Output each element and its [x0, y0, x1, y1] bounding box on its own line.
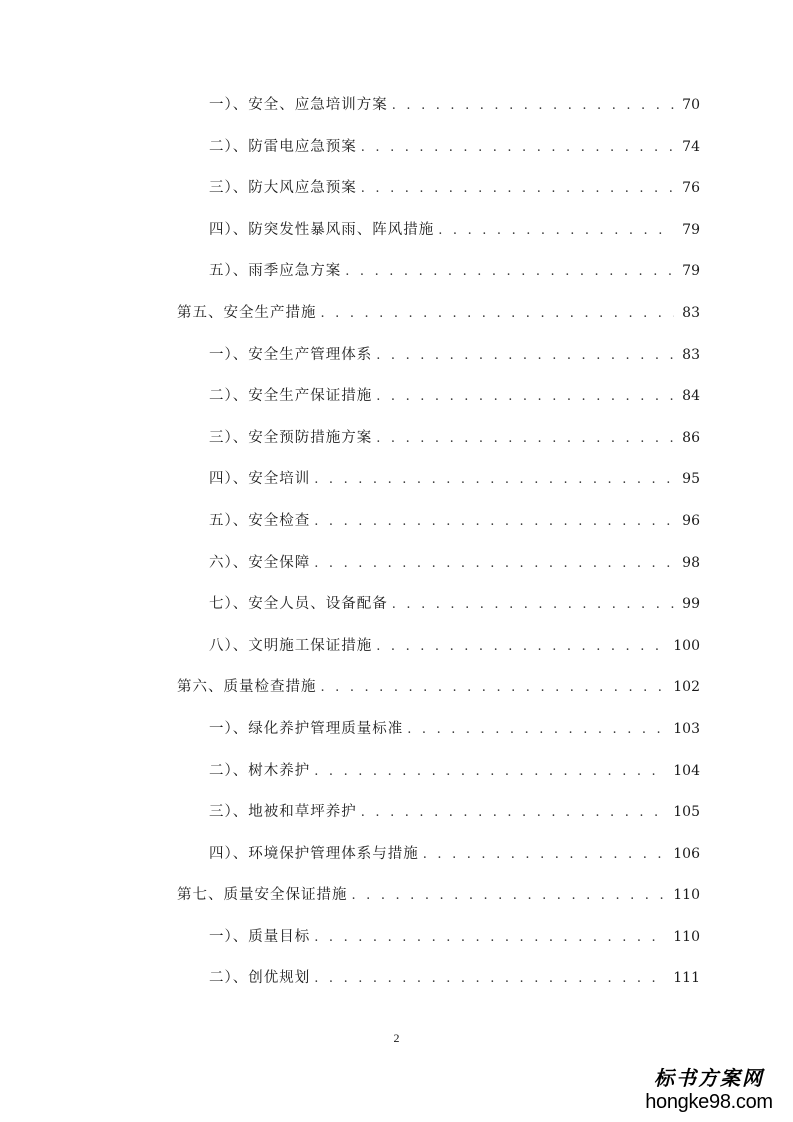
toc-chapter-entry[interactable] [177, 882, 700, 924]
toc-entry-title: 五）、安全检查 [209, 512, 311, 529]
toc-entry[interactable] [177, 633, 700, 675]
toc-entry-page: 96 [682, 512, 700, 529]
toc-entry[interactable] [177, 550, 700, 592]
toc-entry-title: 三）、地被和草坪养护 [209, 804, 357, 821]
toc-entry[interactable] [177, 342, 700, 384]
toc-entry[interactable] [177, 466, 700, 508]
toc-entry[interactable] [177, 508, 700, 550]
toc-entry[interactable] [177, 425, 700, 467]
toc-dot-leader [423, 842, 666, 868]
toc-dot-leader [321, 675, 666, 701]
toc-entry-title: 二）、创优规划 [209, 970, 311, 987]
toc-dot-leader [376, 426, 674, 452]
toc-entry-page: 83 [682, 304, 700, 321]
toc-entry-page: 111 [673, 970, 700, 987]
page-number: 2 [393, 1031, 400, 1045]
toc-entry[interactable] [177, 758, 700, 800]
toc-entry[interactable] [177, 924, 700, 966]
toc-entry-title: 七）、安全人员、设备配备 [209, 596, 388, 613]
toc-entry-title: 六）、安全保障 [209, 554, 311, 571]
toc-entry-title: 一）、安全、应急培训方案 [209, 97, 388, 113]
toc-dot-leader [376, 343, 674, 369]
toc-entry[interactable] [177, 841, 700, 883]
watermark-name: 标书方案网 [654, 1066, 764, 1090]
toc-entry[interactable] [177, 175, 700, 217]
toc-entry-page: 95 [682, 471, 700, 488]
toc-entry-page: 76 [682, 180, 700, 197]
toc-dot-leader [314, 467, 674, 493]
watermark-url: hongke98.com [645, 1091, 773, 1113]
toc-entry-page: 98 [682, 554, 700, 571]
toc-dot-leader [361, 135, 674, 161]
toc-entry-page: 70 [682, 97, 700, 113]
toc-dot-leader [361, 800, 666, 826]
toc-entry-title: 一）、质量目标 [209, 928, 311, 945]
toc-entry[interactable] [177, 965, 700, 1007]
watermark-logo [639, 1066, 779, 1114]
toc-entry-page: 100 [673, 637, 700, 654]
toc-entry-title: 二）、防雷电应急预案 [209, 138, 357, 155]
toc-entry-page: 99 [682, 596, 700, 613]
toc-entry-page: 104 [673, 762, 700, 779]
toc-entry-title: 四）、安全培训 [209, 471, 311, 488]
toc-dot-leader [345, 259, 674, 285]
toc-entry-page: 74 [682, 138, 700, 155]
toc-entry-title: 二）、安全生产保证措施 [209, 388, 373, 405]
toc-entry[interactable] [177, 799, 700, 841]
toc-dot-leader [314, 925, 665, 951]
toc-entry-title: 四）、环境保护管理体系与措施 [209, 845, 419, 862]
toc-entry[interactable] [177, 92, 700, 134]
toc-dot-leader [376, 384, 674, 410]
toc-dot-leader [407, 717, 665, 743]
toc-entry-title: 第六、质量检查措施 [177, 679, 317, 696]
toc-dot-leader [352, 883, 666, 909]
toc-chapter-entry[interactable] [177, 674, 700, 716]
toc-dot-leader [438, 218, 674, 244]
toc-entry-page: 103 [673, 720, 700, 737]
toc-entry-title: 八）、文明施工保证措施 [209, 637, 373, 654]
toc-entry[interactable] [177, 217, 700, 259]
toc-entry[interactable] [177, 134, 700, 176]
toc-entry[interactable] [177, 383, 700, 425]
toc-entry-page: 83 [682, 346, 700, 363]
toc-entry-title: 一）、绿化养护管理质量标准 [209, 720, 404, 737]
toc-entry-page: 105 [673, 804, 700, 821]
toc-dot-leader [361, 176, 674, 202]
toc-entry-title: 第七、质量安全保证措施 [177, 887, 348, 904]
toc-entry-title: 五）、雨季应急方案 [209, 263, 342, 280]
toc-entry-title: 二）、树木养护 [209, 762, 311, 779]
toc-dot-leader [392, 93, 674, 119]
toc-dot-leader [376, 634, 665, 660]
toc-entry-title: 四）、防突发性暴风雨、阵风措施 [209, 221, 435, 238]
toc-entry-page: 84 [682, 388, 700, 405]
toc-dot-leader [314, 551, 674, 577]
toc-entry[interactable] [177, 258, 700, 300]
table-of-contents [177, 92, 700, 1007]
toc-entry-title: 三）、安全预防措施方案 [209, 429, 373, 446]
toc-entry-page: 79 [682, 263, 700, 280]
toc-entry-title: 三）、防大风应急预案 [209, 180, 357, 197]
toc-dot-leader [314, 966, 665, 992]
toc-entry[interactable] [177, 716, 700, 758]
toc-entry-title: 第五、安全生产措施 [177, 304, 317, 321]
toc-entry-page: 110 [673, 928, 700, 945]
toc-chapter-entry[interactable] [177, 300, 700, 342]
toc-entry-title: 一）、安全生产管理体系 [209, 346, 373, 363]
toc-entry-page: 110 [673, 887, 700, 904]
toc-dot-leader [314, 509, 674, 535]
toc-entry-page: 102 [673, 679, 700, 696]
toc-entry-page: 106 [673, 845, 700, 862]
toc-entry-page: 79 [682, 221, 700, 238]
toc-dot-leader [314, 759, 665, 785]
toc-entry[interactable] [177, 591, 700, 633]
toc-dot-leader [392, 592, 674, 618]
toc-dot-leader [321, 301, 675, 327]
toc-entry-page: 86 [682, 429, 700, 446]
